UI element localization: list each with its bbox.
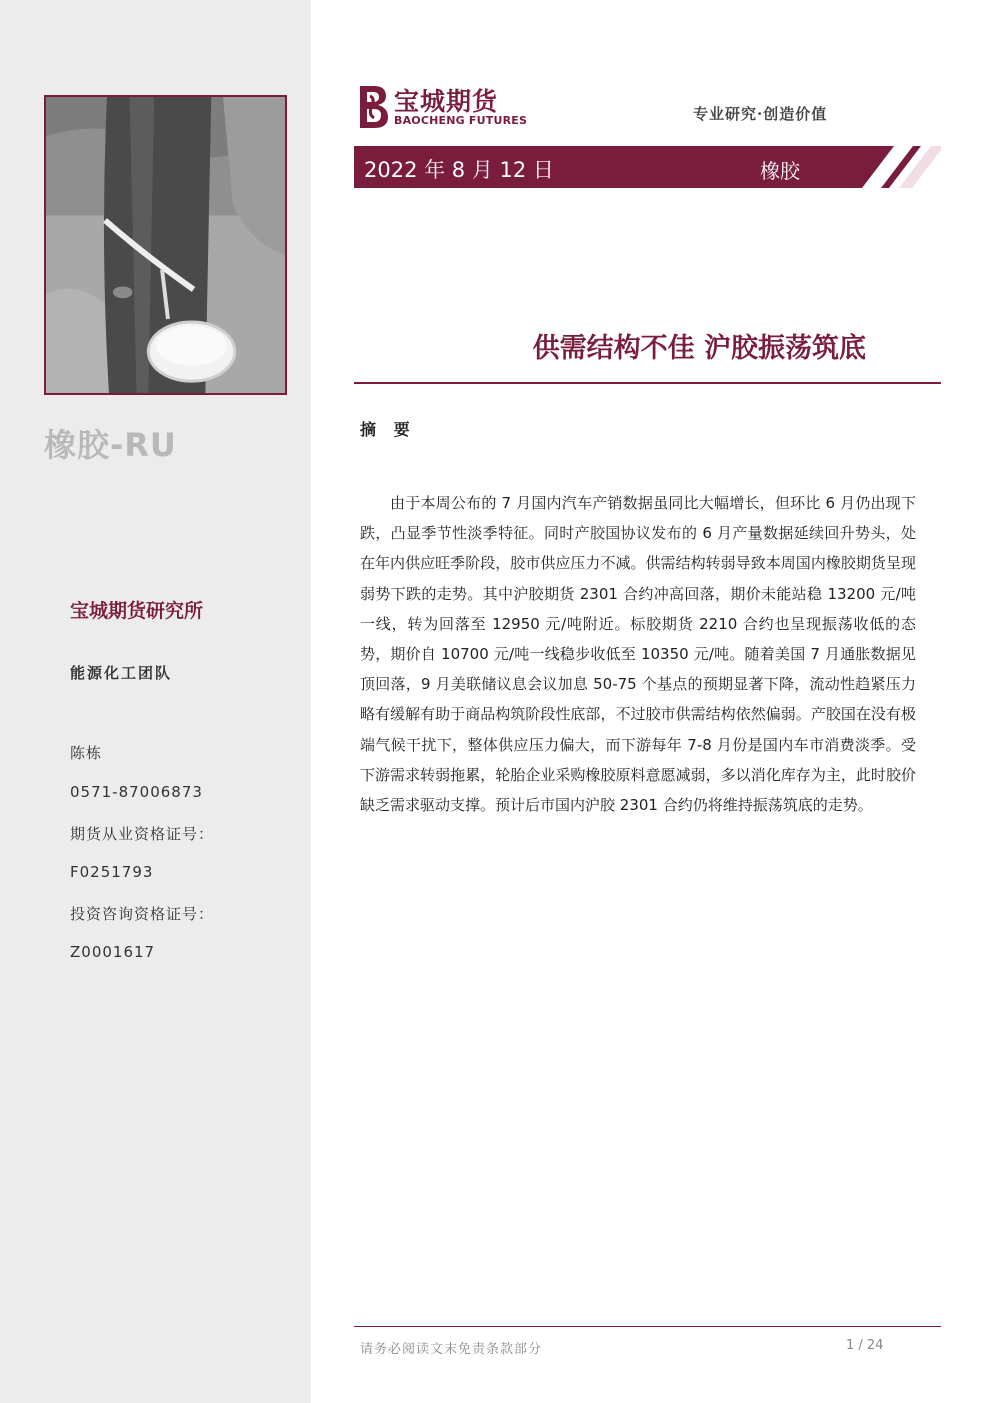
futures-license-label: 期货从业资格证号： bbox=[70, 825, 215, 843]
company-logo bbox=[354, 82, 534, 132]
report-title: 供需结构不佳 沪胶振荡筑底 bbox=[532, 333, 866, 364]
futures-license-number: F0251793 bbox=[70, 863, 154, 881]
analyst-name: 陈栋 bbox=[70, 744, 103, 762]
report-date: 2022 年 8 月 12 日 bbox=[364, 158, 554, 182]
abstract-heading: 摘 要 bbox=[360, 420, 416, 439]
title-divider bbox=[354, 382, 941, 384]
institute-name: 宝城期货研究所 bbox=[70, 600, 204, 622]
product-code: 橡胶-RU bbox=[44, 426, 177, 464]
footer-divider bbox=[354, 1326, 941, 1327]
analyst-phone: 0571-87006873 bbox=[70, 783, 203, 801]
report-category: 橡胶 bbox=[760, 159, 800, 183]
consult-license-label: 投资咨询资格证号： bbox=[70, 905, 215, 923]
consult-license-number: Z0001617 bbox=[70, 943, 156, 961]
logo-chinese: 宝城期货 bbox=[394, 87, 499, 116]
baocheng-b-icon bbox=[354, 82, 392, 130]
rubber-tree-photo bbox=[44, 95, 287, 395]
sidebar bbox=[0, 0, 311, 1403]
page-number: 1 / 24 bbox=[846, 1338, 884, 1353]
team-name: 能源化工团队 bbox=[70, 664, 173, 682]
rubber-tapping-image bbox=[46, 97, 285, 393]
footer-disclaimer: 请务必阅读文末免责条款部分 bbox=[360, 1342, 543, 1357]
abstract-text: 由于本周公布的 7 月国内汽车产销数据虽同比大幅增长，但环比 6 月仍出现下跌，凸显季节性淡季特征。同时产胶国协议发布的 6 月产量数据延续回升势头，处在年内供应旺季阶段，胶市供应压力不减。供需结构转弱导致本周国内橡胶期货呈现弱势下跌的走势。其中沪胶期货 2301 合约冲高回落，期价未能站稳 13200 元/吨一线，转为回落至 12950 元/吨附近。标胶期货 2210 合约也呈现振荡收低的态势，期价自 10700 元/吨一线稳步收低至 10350 元/吨。随着美国 7 月通胀数据见顶回落，9 月美联储议息会议加息 50-75 个基点的预期显著下降，流动性趋紧压力略有缓解有助于商品构筑阶段性底部，不过胶市供需结构依然偏弱。产胶国在没有极端气候干扰下，整体供应压力偏大，而下游每年 7-8 月份是国内车市消费淡季。受下游需求转弱拖累，轮胎企业采购橡胶原料意愿减弱，多以消化库存为主，此时胶价缺乏需求驱动支撑。预计后市国内沪胶 2301 合约仍将维持振荡筑底的走势。 bbox=[360, 494, 916, 815]
slogan: 专业研究·创造价值 bbox=[693, 105, 828, 123]
logo-english: BAOCHENG FUTURES bbox=[394, 114, 528, 127]
date-banner bbox=[354, 146, 941, 188]
